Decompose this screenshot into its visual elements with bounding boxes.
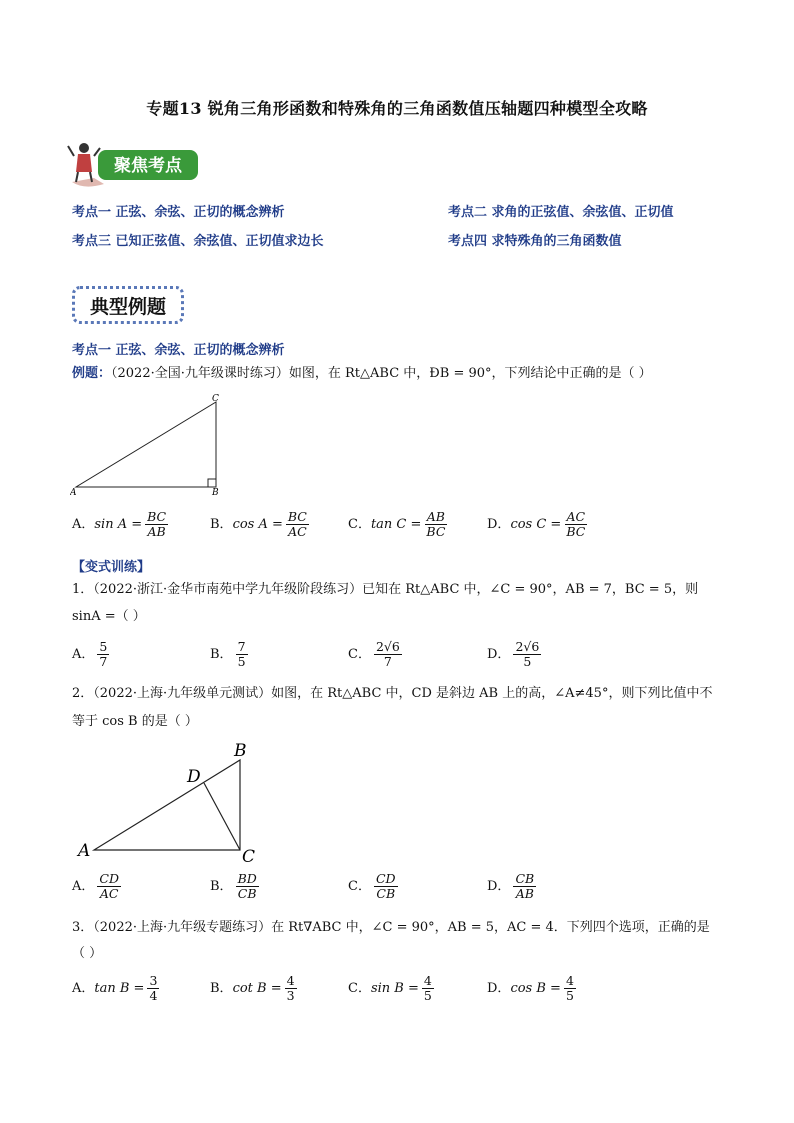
example-option-d[interactable]: D．cos C = $\frac{AC}{BC}$ (487, 509, 586, 539)
focus-banner-graphic (64, 138, 204, 190)
example-triangle-figure (70, 392, 230, 498)
q2-triangle-figure (74, 738, 274, 866)
q1-line1: 1．（2022·浙江·金华市南苑中学九年级阶段练习）已知在 Rt△ABC 中，∠C = 90°，AB = 7，BC = 5，则 (72, 582, 699, 597)
q3-option-a[interactable]: A．tan B = $\frac{3}{4}$ (72, 973, 158, 1003)
q1-option-c[interactable]: C． $\frac{2√6}{7}$ (348, 639, 400, 669)
example-option-a[interactable]: A．sin A = $\frac{BC}{AB}$ (72, 509, 167, 539)
example-text: （2022·全国·九年级课时练习）如图，在 Rt△ABC 中，ÐB = 90°，下列结论中正确的是（ ） (111, 366, 652, 381)
variant-heading: 【变式训练】 (72, 560, 151, 575)
q3-line2: （ ） (72, 946, 103, 961)
label-C: C (212, 394, 219, 404)
q3-option-c[interactable]: C．sin B = $\frac{4}{5}$ (348, 973, 432, 1003)
focus-banner-label: 聚焦考点 (114, 156, 182, 176)
section-heading: 考点一 正弦、余弦、正切的概念辨析 (72, 343, 285, 358)
q1-option-a[interactable]: A． $\frac{5}{7}$ (72, 639, 108, 669)
q3-option-d[interactable]: D．cos B = $\frac{4}{5}$ (487, 973, 574, 1003)
typical-examples-label: 典型例题 (72, 286, 184, 324)
q1-option-b[interactable]: B． $\frac{7}{5}$ (210, 639, 246, 669)
example-option-c[interactable]: C．tan C = $\frac{AB}{BC}$ (348, 509, 446, 539)
q2-option-c[interactable]: C． $\frac{CD}{CB}$ (348, 871, 396, 901)
q1-option-d[interactable]: D． $\frac{2√6}{5}$ (487, 639, 540, 669)
example-option-b[interactable]: B．cos A = $\frac{BC}{AC}$ (210, 509, 307, 539)
label-B: B (234, 741, 247, 761)
label-C: C (242, 847, 256, 866)
label-D: D (187, 767, 201, 787)
q2-line1: 2．（2022·上海·九年级单元测试）如图，在 Rt△ABC 中，CD 是斜边 AB 上的高，∠A≠45°，则下列比值中不 (72, 686, 713, 701)
label-A: A (70, 488, 77, 498)
focus-point-1: 考点一 正弦、余弦、正切的概念辨析 (72, 205, 285, 220)
focus-point-3: 考点三 已知正弦值、余弦值、正切值求边长 (72, 234, 324, 249)
focus-point-2: 考点二 求角的正弦值、余弦值、正切值 (448, 205, 674, 220)
q2-line2: 等于 cos B 的是（ ） (72, 714, 198, 729)
q3-line1: 3．（2022·上海·九年级专题练习）在 Rt∇ABC 中，∠C = 90°，AB = 5，AC = 4．下列四个选项，正确的是 (72, 920, 710, 935)
example-prefix: 例题： (72, 366, 112, 381)
q2-option-d[interactable]: D． $\frac{CB}{AB}$ (487, 871, 535, 901)
example-question (72, 364, 752, 384)
q2-option-b[interactable]: B． $\frac{BD}{CB}$ (210, 871, 257, 901)
label-A: A (78, 841, 91, 861)
focus-point-4: 考点四 求特殊角的三角函数值 (448, 234, 622, 249)
q1-line2: sinA =（ ） (72, 609, 146, 624)
page-title: 专题13 锐角三角形函数和特殊角的三角函数值压轴题四种模型全攻略 (146, 99, 648, 118)
focus-banner (64, 138, 204, 190)
q3-option-b[interactable]: B．cot B = $\frac{4}{3}$ (210, 973, 295, 1003)
q2-option-a[interactable]: A． $\frac{CD}{AC}$ (72, 871, 119, 901)
label-B: B (212, 488, 219, 498)
